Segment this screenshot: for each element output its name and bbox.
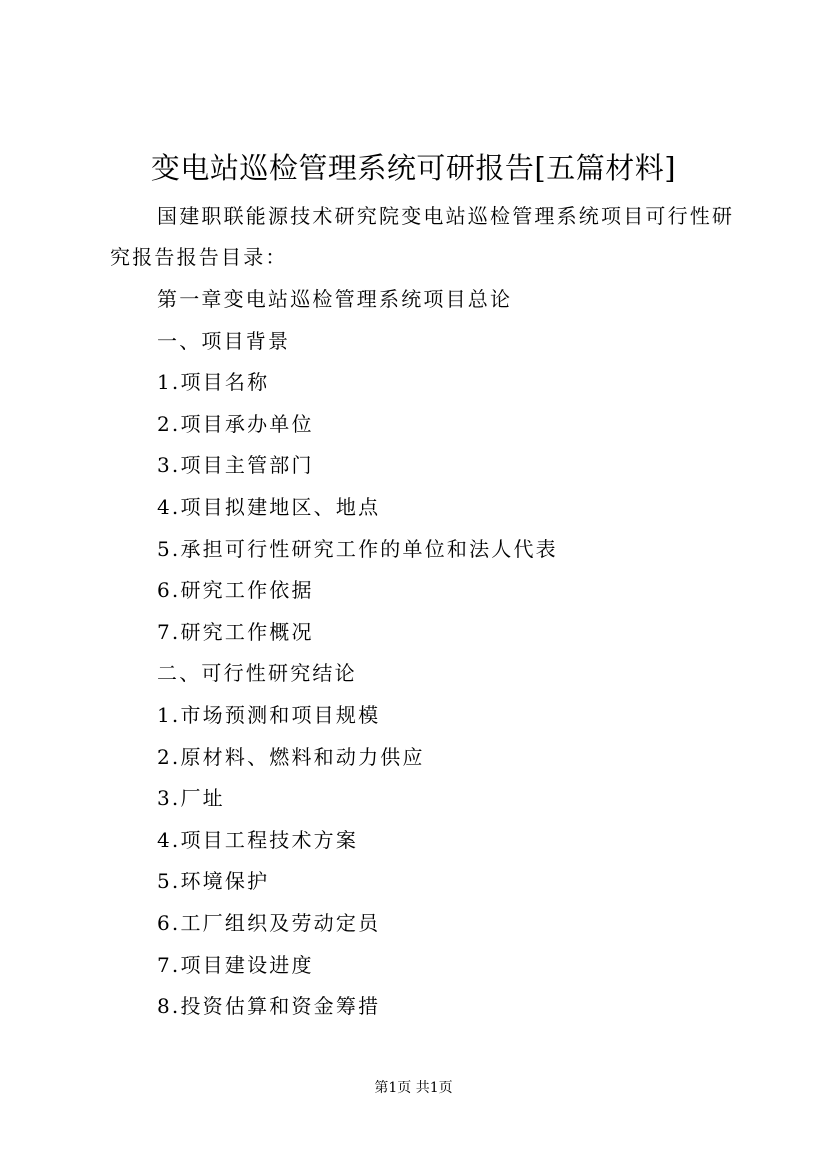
page-title: 变电站巡检管理系统可研报告[五篇材料] [150,151,677,185]
toc-item: 3.项目主管部门 [157,453,314,478]
toc-item: 二、可行性研究结论 [157,661,357,686]
toc-item: 2.原材料、燃料和动力供应 [157,744,425,769]
toc-item: 7.研究工作概况 [157,619,314,644]
table-of-contents [157,279,558,1028]
toc-item: 4.项目拟建地区、地点 [157,494,381,519]
toc-item: 1.市场预测和项目规模 [157,702,381,727]
toc-item: 3.厂址 [157,786,225,811]
toc-item: 1.项目名称 [157,370,270,395]
toc-item: 4.项目工程技术方案 [157,827,359,852]
toc-item: 5.承担可行性研究工作的单位和法人代表 [157,536,558,561]
page-footer: 第1页 共1页 [374,1080,453,1096]
toc-item: 5.环境保护 [157,869,270,894]
toc-item: 6.工厂组织及劳动定员 [157,910,381,935]
intro-paragraph: 国建职联能源技术研究院变电站巡检管理系统项目可行性研究报告报告目录： [110,204,735,269]
toc-item: 一、项目背景 [157,328,291,353]
toc-item: 2.项目承办单位 [157,411,314,436]
toc-item: 6.研究工作依据 [157,578,314,603]
toc-item: 8.投资估算和资金筹措 [157,994,381,1019]
toc-item: 第一章变电站巡检管理系统项目总论 [157,287,513,311]
toc-item: 7.项目建设进度 [157,952,314,977]
